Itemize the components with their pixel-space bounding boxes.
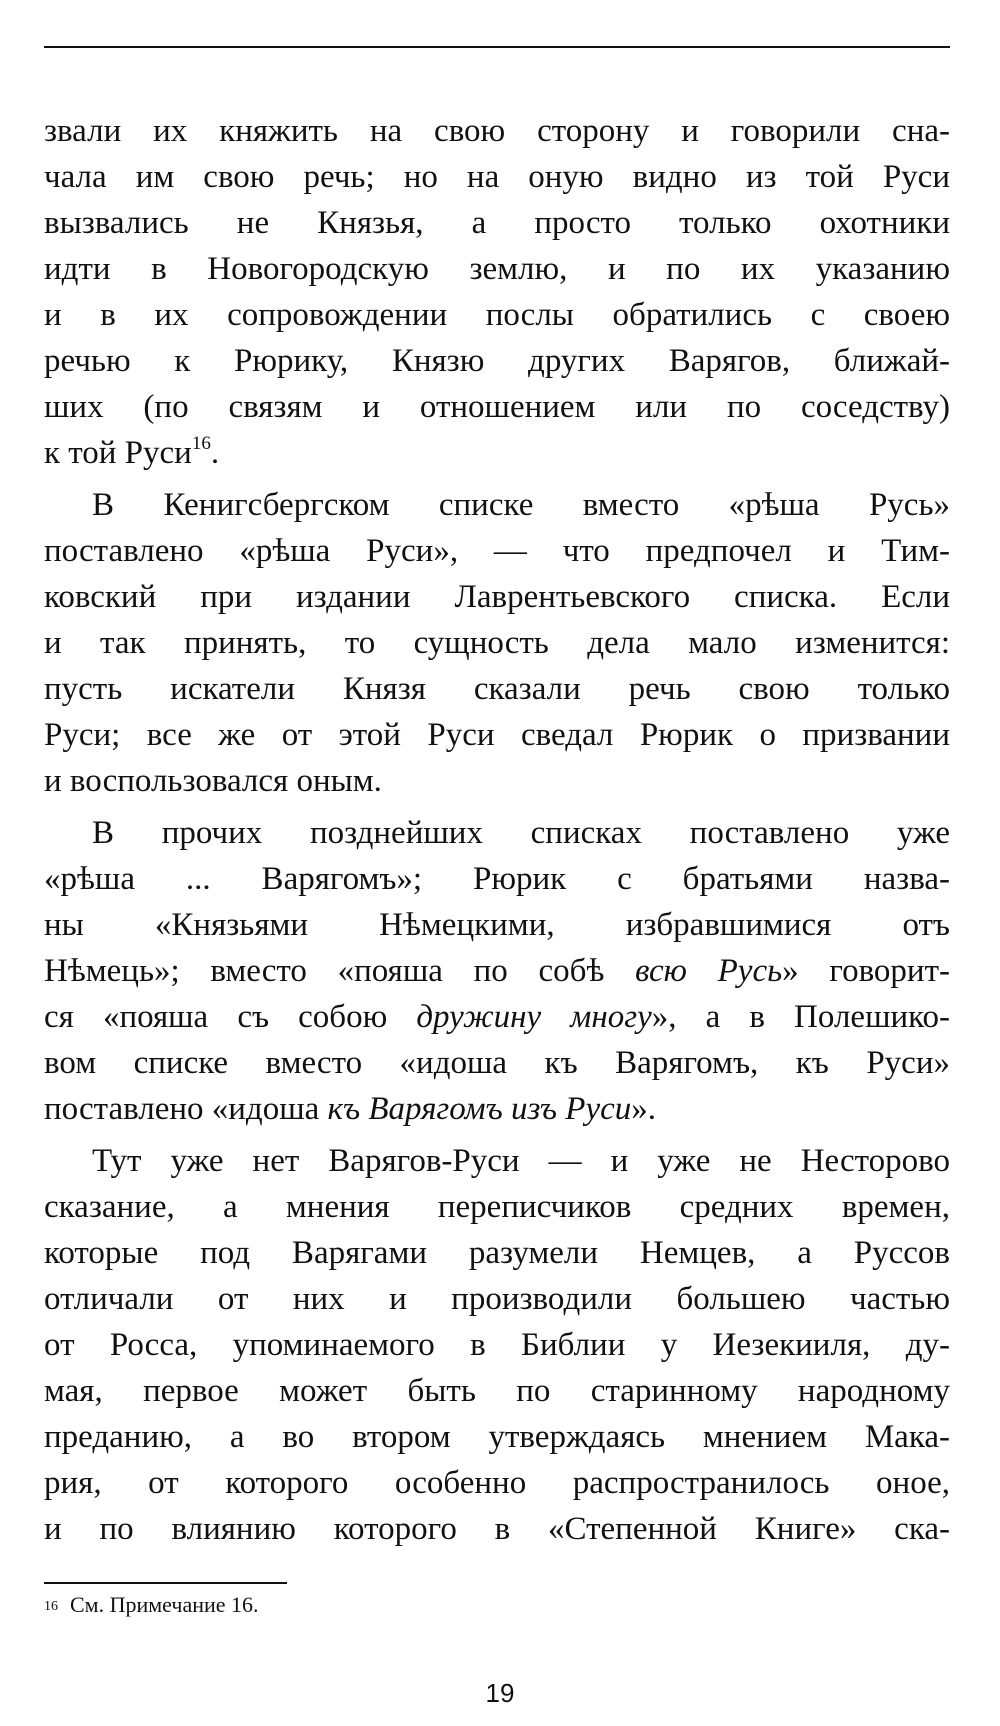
text-line: Руси; все же от этой Руси сведал Рюрик о призвании [44,717,950,753]
body-text [44,108,950,1552]
italic-phrase: къ Варягомъ изъ Руси [327,1091,632,1127]
text-line: звали их княжить на свою сторону и говорили сна- [44,113,950,149]
text-line: и в их сопровождении послы обратились с своею [44,297,950,333]
text-line-content: к той Руси [44,435,192,471]
text-line: ших (по связям и отношением или по соседству) [44,389,950,425]
text-line: вом списке вместо «идоша къ Варягомъ, къ Руси» [44,1045,950,1081]
text-line: поставлено «идоша къ Варягомъ изъ Руси». [44,1091,656,1127]
text-line: которые под Варягами разумели Немцев, а Руссов [44,1235,950,1271]
text-line: «рѣша ... Варягомъ»; Рюрик с братьями назва- [44,861,950,897]
text-line: В Кенигсбергском списке вместо «рѣша Русь» [92,487,950,523]
italic-phrase: всю Русь [635,953,783,989]
footnote [44,1590,259,1620]
paragraph [44,810,950,1132]
text-line: идти в Новогородскую землю, и по их указанию [44,251,950,287]
page-number: 19 [485,1678,515,1708]
text-line: к той Руси$^{16}$. [44,433,220,471]
text-line: Тут уже нет Варягов-Руси — и уже не Несторово [92,1143,950,1179]
text-line: преданию, а во втором утверждаясь мнением Мака- [44,1419,950,1455]
text-line: пусть искатели Князя сказали речь свою только [44,671,950,707]
text-line: сказание, а мнения переписчиков средних времен, [44,1189,950,1225]
footnote-reference: 16 [191,433,211,454]
text-line: отличали от них и производили большею частью [44,1281,950,1317]
text-line: и воспользовался оным. [44,763,382,799]
text-line: поставлено «рѣша Руси», — что предпочел и Тим- [44,533,950,569]
text-line: рия, от которого особенно распространилось оное, [44,1465,950,1501]
text-line: чала им свою речь; но на оную видно из той Руси [44,159,950,195]
text-line: речью к Рюрику, Князю других Варягов, ближай- [44,343,950,379]
paragraph [44,1138,950,1552]
paragraph [44,482,950,804]
text-line: ся «пояша съ собою дружину многу», а в Полешико- [44,999,950,1035]
text-line: ковский при издании Лаврентьевского списка. Если [44,579,950,615]
text-line: вызвались не Князья, а просто только охотники [44,205,950,241]
text-line: ны «Князьями Нѣмецкими, избравшимися отъ [44,907,950,943]
text-line: мая, первое может быть по старинному народному [44,1373,950,1409]
text-line: Нѣмець»; вместо «пояша по собѣ всю Русь» говорит- [44,953,950,989]
text-line: от Росса, упоминаемого в Библии у Иезекииля, ду- [44,1327,950,1363]
text-line: В прочих позднейших списках поставлено уже [92,815,950,851]
footnote-text: См. Примечание 16. [70,1592,259,1617]
text-line: и по влиянию которого в «Степенной Книге» ска- [44,1511,950,1547]
italic-phrase: дружину многу [416,999,652,1035]
text-line: и так принять, то сущность дела мало изменится: [44,625,950,661]
header-rule [44,46,950,48]
footnote-number: 16 [44,1599,58,1614]
paragraph [44,108,950,476]
footnote-rule [44,1582,287,1584]
